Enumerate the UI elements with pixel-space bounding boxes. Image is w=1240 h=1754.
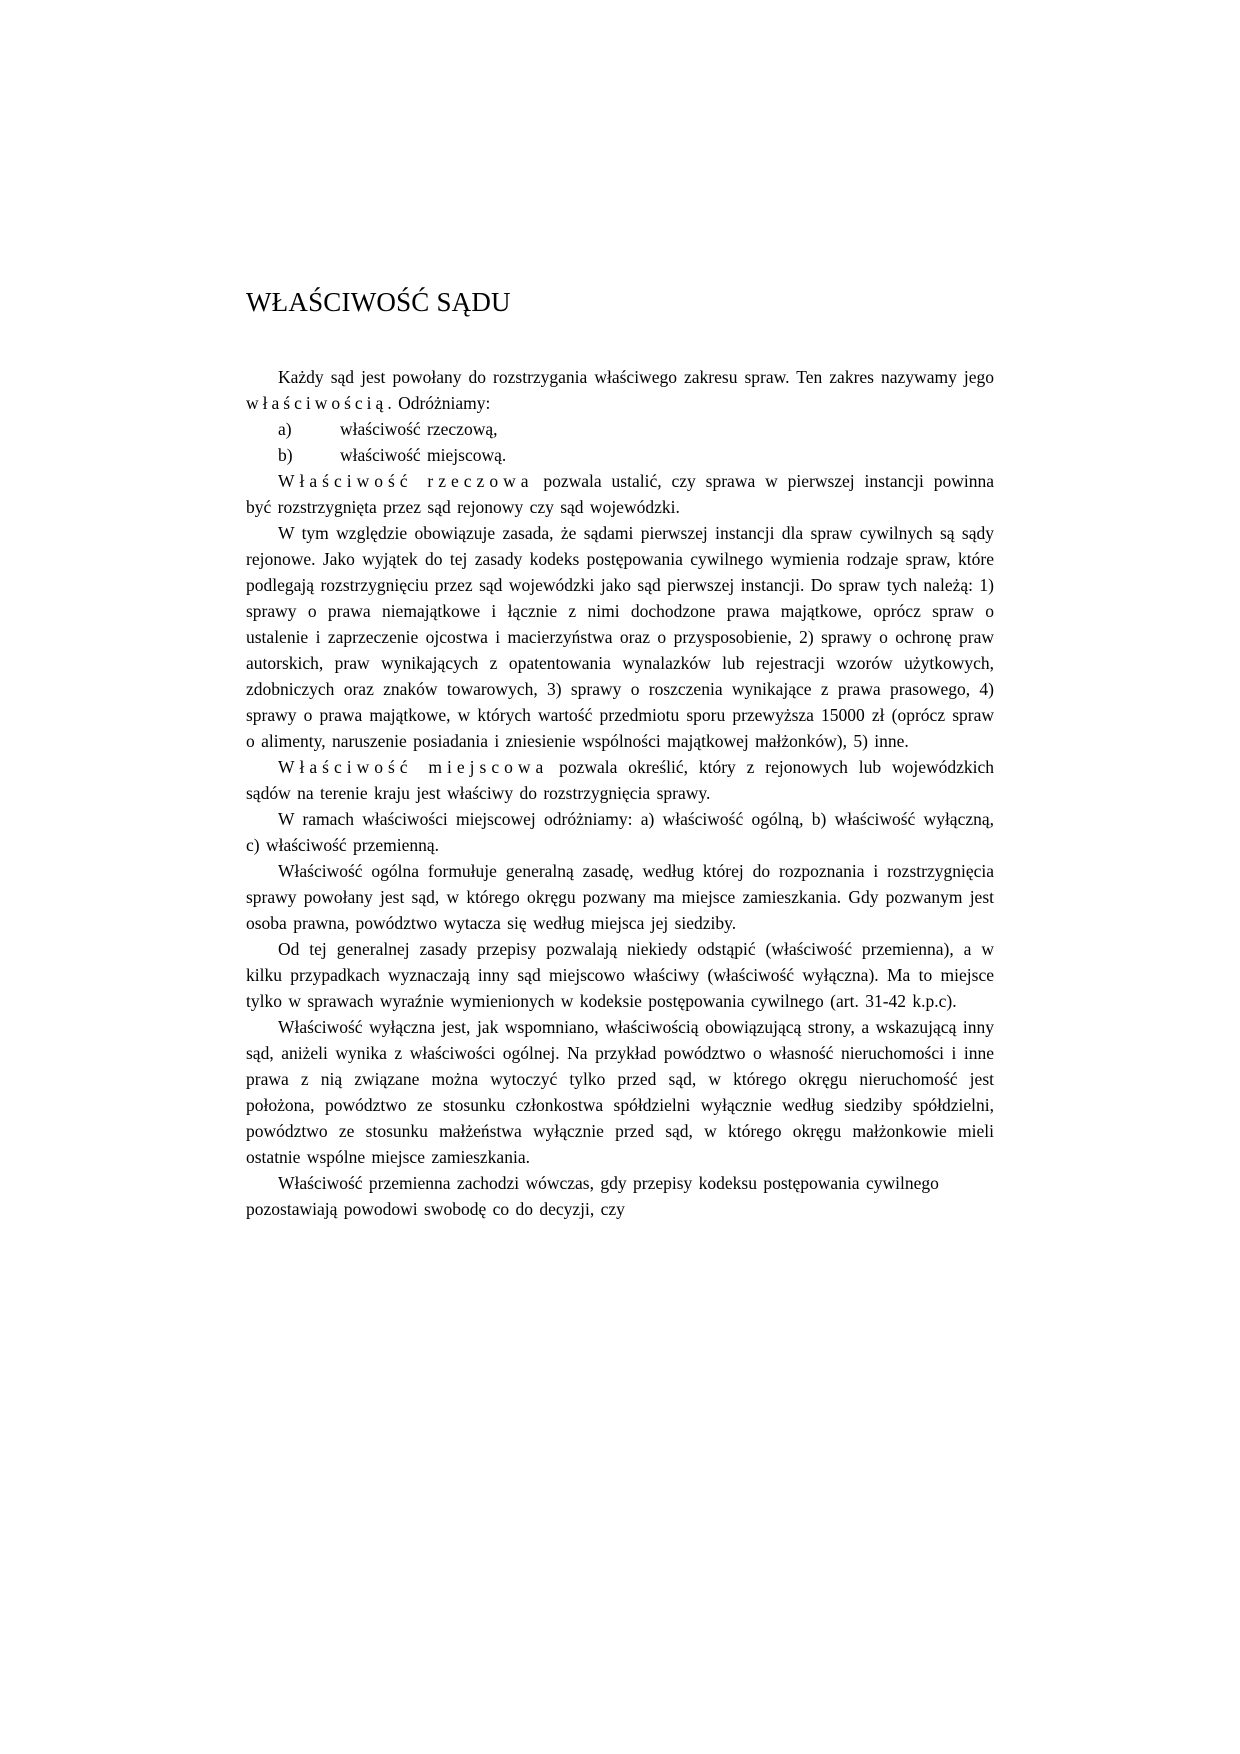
paragraph-ogolna: Właściwość ogólna formułuje generalną zasadę, według której do rozpoznania i rozstrzygnięcia sprawy powołany jest sąd, w którego okręgu pozwany ma miejsce zamieszkania. Gdy pozwanym jest osoba prawna, powództwo wytacza się według miejsca jej siedziby. [246, 861, 994, 933]
document-title: WŁAŚCIWOŚĆ SĄDU [246, 287, 511, 317]
intro-text: Każdy sąd jest powołany do rozstrzygania właściwego zakresu spraw. Ten zakres nazywamy jego [278, 367, 994, 387]
rzeczowa-emphasis: Właściwość rzeczowa [278, 471, 534, 491]
list-item [246, 442, 994, 468]
miejscowa-text: pozwala określić, który z rejonowych lub wojewódzkich sądów na terenie kraju jest właściwy do rozstrzygnięcia sprawy. [246, 757, 995, 803]
paragraph-ramach: W ramach właściwości miejscowej odróżniamy: a) właściwość ogólną, b) właściwość wyłączną, c) właściwość przemienną. [246, 809, 994, 855]
intro-text-after: . Odróżniamy: [387, 393, 491, 413]
list-marker: b) [278, 445, 293, 465]
paragraph-zasada: W tym względzie obowiązuje zasada, że sądami pierwszej instancji dla spraw cywilnych są sądy rejonowe. Jako wyjątek do tej zasady kodeks postępowania cywilnego wymienia rodzaje spraw, które podlegają rozstrzygnięciu przez sąd wojewódzki jako sąd pierwszej instancji. Do spraw tych należą: 1) sprawy o prawa niemajątkowe i łącznie z nimi dochodzone prawa majątkowe, oprócz spraw o ustalenie i zaprzeczenie ojcostwa i macierzyństwa oraz o przysposobienie, 2) sprawy o ochronę praw autorskich, praw wynikających z opatentowania wynalazków lub rejestracji wzorów użytkowych, zdobniczych oraz znaków towarowych, 3) sprawy o roszczenia wynikające z prawa prasowego, 4) sprawy o prawa majątkowe, w których wartość przedmiotu sporu przewyższa 15000 zł (oprócz spraw o alimenty, naruszenie posiadania i zniesienie wspólności majątkowej małżonków), 5) inne. [246, 523, 994, 751]
document-body [246, 364, 994, 1222]
paragraph-intro [246, 364, 994, 416]
list-item [246, 416, 994, 442]
paragraph-przemienna: Właściwość przemienna zachodzi wówczas, gdy przepisy kodeksu postępowania cywilnego pozostawiają powodowi swobodę co do decyzji, czy [246, 1173, 939, 1219]
paragraph-generalnej: Od tej generalnej zasady przepisy pozwalają niekiedy odstąpić (właściwość przemienna), a w kilku przypadkach wyznaczają inny sąd miejscowo właściwy (właściwość wyłączna). Ma to miejsce tylko w sprawach wyraźnie wymienionych w kodeksie postępowania cywilnego (art. 31-42 k.p.c). [246, 939, 994, 1011]
list-marker: a) [278, 419, 292, 439]
list-text: właściwość rzeczową, [340, 419, 498, 439]
miejscowa-emphasis: Właściwość miejscowa [278, 757, 549, 777]
paragraph-wylaczna: Właściwość wyłączna jest, jak wspomniano, właściwością obowiązującą strony, a wskazującą inny sąd, aniżeli wynika z właściwości ogólnej. Na przykład powództwo o własność nieruchomości i inne prawa z nią związane można wytoczyć tylko przed sąd, w którego okręgu nieruchomość jest położona, powództwo ze stosunku członkostwa spółdzielni wyłącznie według siedziby spółdzielni, powództwo ze stosunku małżeństwa wyłącznie przed sąd, w którego okręgu małżonkowie mieli ostatnie wspólne miejsce zamieszkania. [246, 1017, 994, 1167]
intro-emphasis: właściwością [246, 393, 388, 413]
rzeczowa-text: pozwala ustalić, czy sprawa w pierwszej instancji powinna być rozstrzygnięta przez sąd rejonowy czy sąd wojewódzki. [246, 471, 994, 517]
list-text: właściwość miejscową. [340, 445, 507, 465]
paragraph-rzeczowa [246, 468, 994, 520]
paragraph-miejscowa [246, 754, 994, 806]
